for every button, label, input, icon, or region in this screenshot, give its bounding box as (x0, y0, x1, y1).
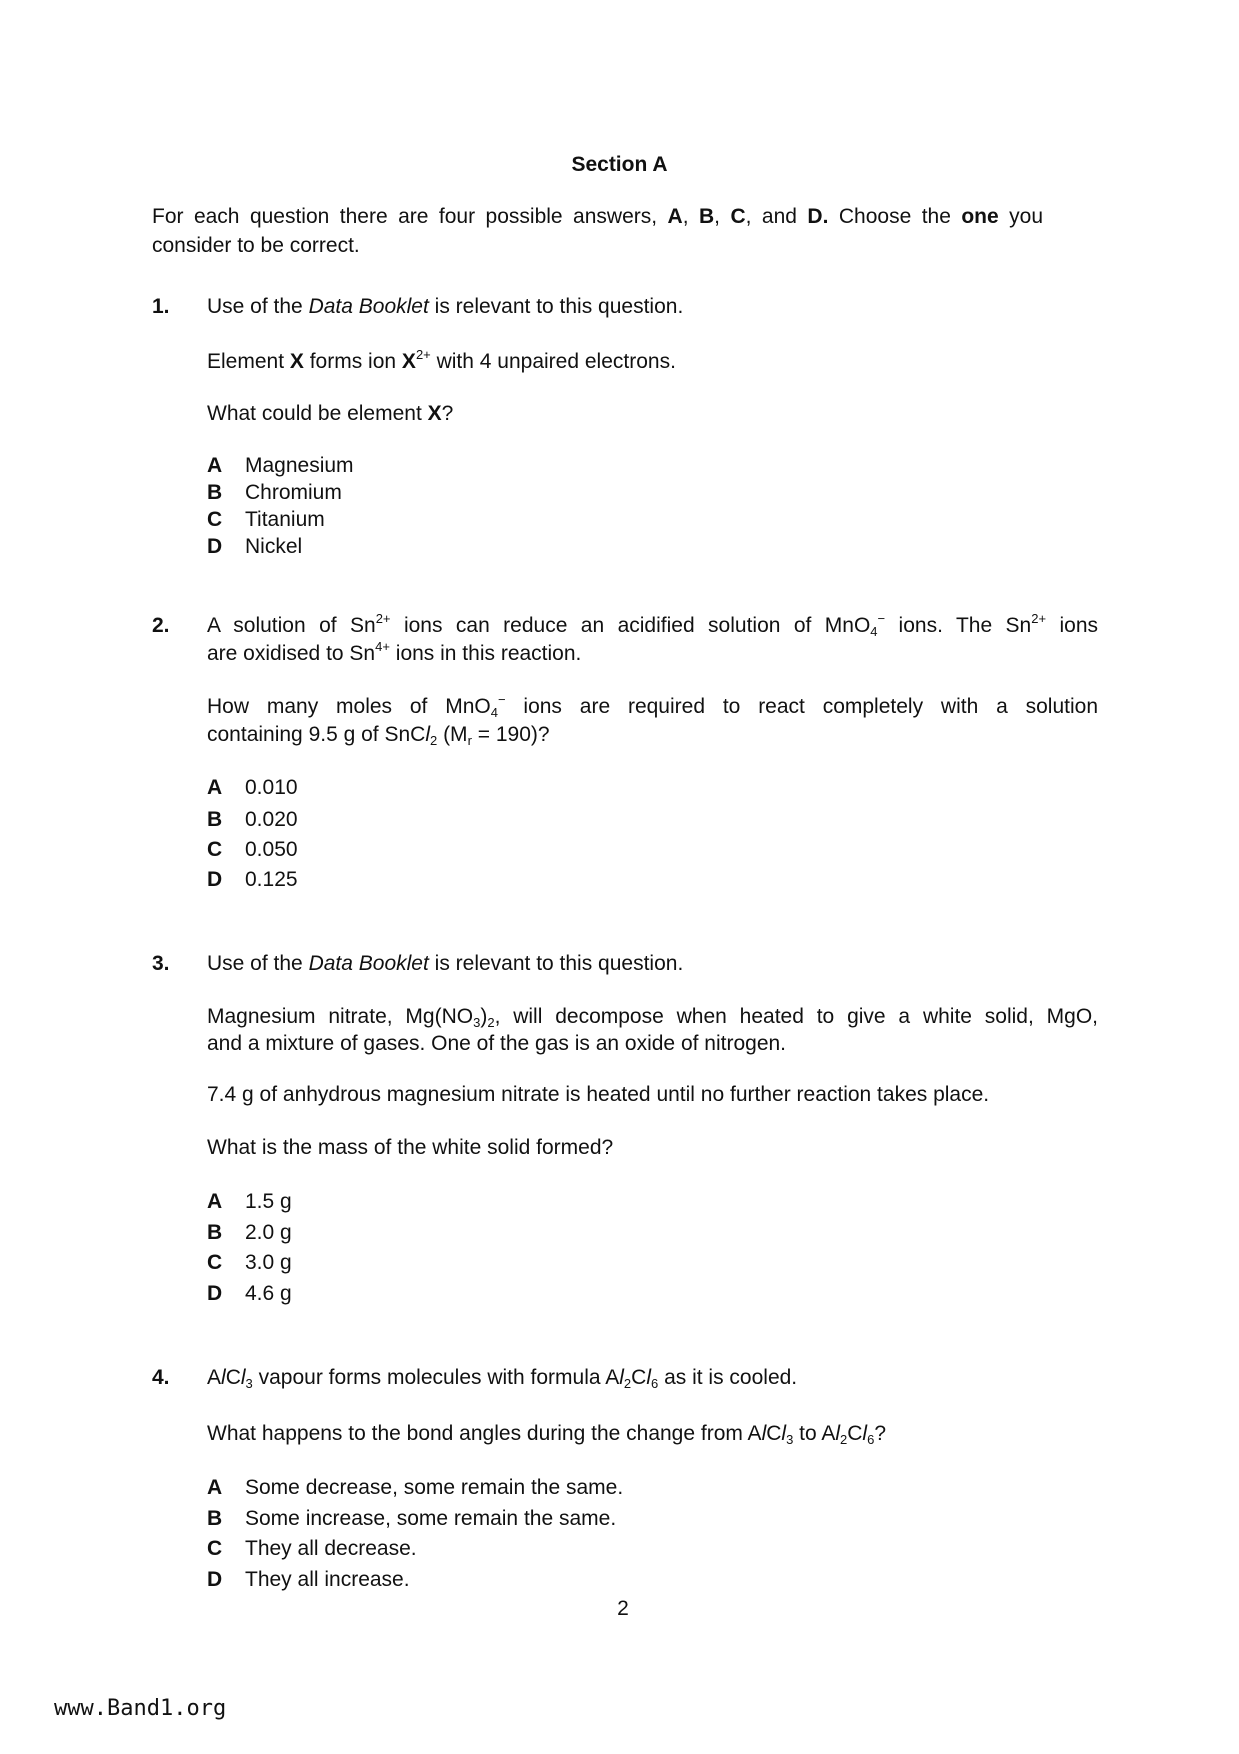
text-run: 2+ (375, 611, 391, 626)
option-text: Some increase, some remain the same. (245, 1507, 617, 1530)
text-run: Use of the (207, 295, 309, 318)
text-run: C (847, 1422, 863, 1445)
text-run: consider to be correct. (152, 234, 360, 257)
answer-option-c (207, 836, 298, 863)
option-text: 0.010 (245, 776, 298, 799)
text-run: is relevant to this question. (428, 952, 684, 975)
question-text (207, 1420, 886, 1447)
answer-option-b (207, 806, 298, 833)
option-letter: C (207, 1251, 223, 1274)
page-number: 2 (617, 1597, 629, 1620)
question-text (207, 721, 550, 748)
option-text: They all decrease. (245, 1537, 417, 1560)
option-letter: D (207, 1568, 223, 1591)
answer-option-b (207, 1219, 292, 1246)
text-run: C (631, 1366, 647, 1389)
question-number: 4. (152, 1366, 170, 1389)
text-run: Data Booklet (308, 952, 429, 975)
section-title: Section A (571, 153, 668, 176)
text-run: Magnesium nitrate, Mg(NO (207, 1005, 474, 1028)
text-run: 2 (487, 1015, 495, 1030)
text-run: l (221, 1366, 226, 1389)
option-text: Nickel (245, 535, 303, 558)
question-number: 2. (152, 614, 170, 637)
option-letter: A (207, 454, 223, 477)
text-run: , (714, 205, 731, 228)
text-run: , (682, 205, 699, 228)
text-run: C (766, 1422, 782, 1445)
text-run: l (619, 1366, 624, 1389)
text-run: ions in this reaction. (389, 642, 582, 665)
text-run: 4+ (375, 639, 390, 654)
option-letter: A (207, 1190, 223, 1213)
text-run: one (961, 205, 999, 228)
text-run: , will decompose when heated to give a white solid, MgO, (494, 1005, 1098, 1028)
text-run: What could be element (207, 402, 428, 425)
question-text (207, 640, 581, 667)
text-run: Element (207, 350, 290, 373)
text-run: 3 (245, 1376, 253, 1391)
text-run: Choose the (828, 205, 962, 228)
text-run: ions (1046, 614, 1099, 637)
answer-option-a (207, 774, 298, 801)
answer-option-c (207, 1249, 292, 1276)
text-run: 6 (867, 1432, 875, 1447)
text-run: ? (874, 1422, 887, 1445)
text-run: 2+ (1031, 611, 1047, 626)
option-letter: D (207, 868, 223, 891)
text-run: containing 9.5 g of SnC (207, 723, 426, 746)
option-letter: C (207, 508, 223, 531)
text-run: C (225, 1366, 241, 1389)
text-run: 3 (473, 1015, 481, 1030)
text-run: are oxidised to Sn (207, 642, 376, 665)
text-run: l (761, 1422, 767, 1445)
text-run: = 190)? (471, 723, 550, 746)
option-text: They all increase. (245, 1568, 410, 1591)
answer-option-d (207, 533, 302, 560)
text-run: ions are required to react completely with a solution (505, 695, 1098, 718)
question-text (207, 1003, 1098, 1030)
text-run: Data Booklet (308, 295, 429, 318)
text-run: 4 (870, 624, 878, 639)
text-run: ? (441, 402, 454, 425)
text-run: C (730, 205, 746, 228)
question-text (207, 293, 683, 320)
question-text (207, 950, 683, 977)
text-run: l (835, 1422, 841, 1445)
answer-option-a (207, 1474, 623, 1501)
text-run: and a mixture of gases. One of the gas is an oxide of nitrogen. (207, 1032, 787, 1055)
text-run: 7.4 g of anhydrous magnesium nitrate is heated until no further reaction takes place. (207, 1083, 990, 1106)
option-letter: D (207, 1282, 223, 1305)
question-text (207, 400, 453, 427)
text-run: 2 (840, 1432, 848, 1447)
text-run: X (427, 402, 442, 425)
answer-option-a (207, 1188, 292, 1215)
text-run: D. (807, 205, 829, 228)
text-run: vapour forms molecules with formula A (252, 1366, 620, 1389)
option-text: 3.0 g (245, 1251, 292, 1274)
text-run: Use of the (207, 952, 309, 975)
option-text: 0.050 (245, 838, 298, 861)
text-run: is relevant to this question. (428, 295, 684, 318)
text-run: ions. The Sn (885, 614, 1032, 637)
text-run: How many moles of MnO (207, 695, 491, 718)
option-text: Some decrease, some remain the same. (245, 1476, 624, 1499)
text-run: A (667, 205, 683, 228)
question-text (207, 1030, 786, 1057)
text-run: A solution of Sn (207, 614, 376, 637)
question-text (207, 693, 1098, 720)
text-run: 2+ (415, 347, 431, 362)
option-letter: C (207, 1537, 223, 1560)
option-text: 1.5 g (245, 1190, 292, 1213)
text-run: 6 (651, 1376, 659, 1391)
text-run: 3 (786, 1432, 794, 1447)
answer-option-a (207, 452, 354, 479)
option-letter: B (207, 808, 223, 831)
text-run: l (646, 1366, 651, 1389)
instructions-line (152, 232, 360, 259)
text-run: forms ion (303, 350, 402, 373)
answer-option-c (207, 1535, 417, 1562)
text-run: , and (745, 205, 808, 228)
text-run: you (998, 205, 1044, 228)
question-text (207, 1364, 797, 1391)
question-text (207, 612, 1098, 639)
text-run: as it is cooled. (658, 1366, 798, 1389)
option-text: Chromium (245, 481, 342, 504)
footer-url: www.Band1.org (54, 1696, 227, 1721)
option-text: 0.020 (245, 808, 298, 831)
text-run: − (877, 611, 886, 626)
text-run: ) (480, 1005, 488, 1028)
text-run: − (497, 692, 506, 707)
text-run: l (240, 1366, 246, 1389)
option-text: 4.6 g (245, 1282, 292, 1305)
answer-option-b (207, 1505, 616, 1532)
option-text: 0.125 (245, 868, 298, 891)
answer-option-d (207, 1566, 410, 1593)
text-run: l (425, 723, 430, 746)
option-letter: C (207, 838, 223, 861)
text-run: l (781, 1422, 787, 1445)
option-letter: B (207, 1507, 223, 1530)
text-run: 2 (430, 733, 438, 748)
answer-option-b (207, 479, 342, 506)
text-run: with 4 unpaired electrons. (430, 350, 676, 373)
text-run: X (401, 350, 416, 373)
text-run: l (862, 1422, 868, 1445)
option-text: Titanium (245, 508, 325, 531)
answer-option-d (207, 1280, 292, 1307)
question-text (207, 1081, 989, 1108)
question-text (207, 348, 676, 375)
text-run: to A (793, 1422, 836, 1445)
text-run: (M (437, 723, 468, 746)
option-text: Magnesium (245, 454, 354, 477)
text-run: X (289, 350, 304, 373)
option-letter: D (207, 535, 223, 558)
text-run: 4 (490, 705, 498, 720)
question-text (207, 1134, 613, 1161)
text-run: B (699, 205, 715, 228)
question-number: 1. (152, 295, 170, 318)
text-run: For each question there are four possible answers, (152, 205, 668, 228)
option-letter: B (207, 481, 223, 504)
text-run: ions can reduce an acidified solution of MnO (390, 614, 871, 637)
text-run: r (467, 733, 472, 748)
option-letter: B (207, 1221, 223, 1244)
question-number: 3. (152, 952, 170, 975)
text-run: What is the mass of the white solid formed? (207, 1136, 614, 1159)
answer-option-d (207, 866, 298, 893)
option-letter: A (207, 1476, 223, 1499)
text-run: 2 (623, 1376, 632, 1391)
answer-option-c (207, 506, 325, 533)
option-text: 2.0 g (245, 1221, 292, 1244)
text-run: What happens to the bond angles during the change from A (207, 1422, 762, 1445)
instructions-line (152, 203, 1043, 230)
text-run: A (207, 1366, 222, 1389)
option-letter: A (207, 776, 223, 799)
